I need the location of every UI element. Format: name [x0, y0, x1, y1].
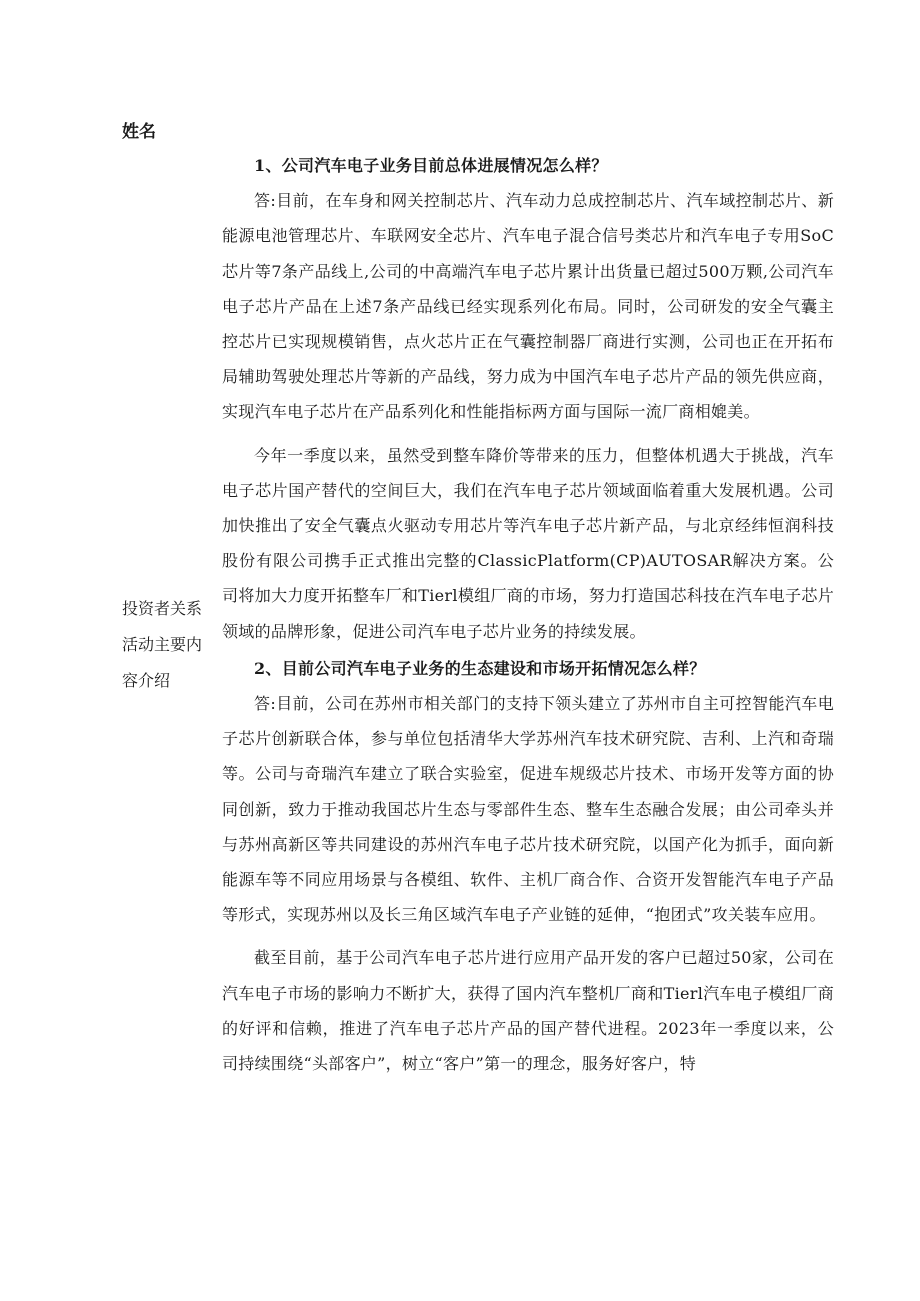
content-body	[222, 146, 834, 1081]
question-1: 1、公司汽车电子业务目前总体进展情况怎么样？	[254, 156, 608, 175]
answer-2-paragraph-2: 截至目前，基于公司汽车电子芯片进行应用产品开发的客户已超过50家，公司在汽车电子市场的影响力不断扩大，获得了国内汽车整机厂商和Tierl汽车电子模组厂商的好评和信赖，推进了汽车电子芯片产品的国产替代进程。2023年一季度以来，公司持续围绕“头部客户”，树立“客户”第一的理念，服务好客户，特	[222, 948, 834, 1074]
question-2: 2、目前公司汽车电子业务的生态建设和市场开拓情况怎么样？	[254, 658, 706, 678]
answer-2-paragraph-1: 答:目前，公司在苏州市相关部门的支持下领头建立了苏州市自主可控智能汽车电子芯片创新联合体，参与单位包括清华大学苏州汽车技术研究院、吉利、上汽和奇瑞等。公司与奇瑞汽车建立了联合实验室，促进车规级芯片技术、市场开发等方面的协同创新，致力于推动我国芯片生态与零部件生态、整车生态融合发展；由公司牵头并与苏州高新区等共同建设的苏州汽车电子芯片技术研究院，以国产化为抓手，面向新能源车等不同应用场景与各模组、软件、主机厂商合作、合资开发智能汽车电子产品等形式，实现苏州以及长三角区域汽车电子产业链的延伸，“抱团式”攻关装车应用。	[222, 694, 834, 925]
section-label: 投资者关系活动主要内容介绍	[122, 599, 203, 690]
name-label: 姓名	[122, 122, 156, 142]
answer-1-paragraph-1: 答:目前，在车身和网关控制芯片、汽车动力总成控制芯片、汽车域控制芯片、新能源电池管理芯片、车联网安全芯片、汽车电子混合信号类芯片和汽车电子专用SoC芯片等7条产品线上,公司的中高端汽车电子芯片累计出货量已超过500万颗,公司汽车电子芯片产品在上述7条产品线已经实现系列化布局。同时，公司研发的安全气囊主控芯片已实现规模销售，点火芯片正在气囊控制器厂商进行实测，公司也正在开拓布局辅助驾驶处理芯片等新的产品线，努力成为中国汽车电子芯片产品的领先供应商，实现汽车电子芯片在产品系列化和性能指标两方面与国际一流厂商相媲美。	[222, 191, 834, 422]
answer-1-paragraph-2: 今年一季度以来，虽然受到整车降价等带来的压力，但整体机遇大于挑战，汽车电子芯片国产替代的空间巨大，我们在汽车电子芯片领域面临着重大发展机遇。公司加快推出了安全气囊点火驱动专用芯片等汽车电子芯片新产品，与北京经纬恒润科技股份有限公司携手正式推出完整的ClassicPlatform(CP)AUTOSAR解决方案。公司将加大力度开拓整车厂和Tierl模组厂商的市场，努力打造国芯科技在汽车电子芯片领域的品牌形象，促进公司汽车电子芯片业务的持续发展。	[222, 445, 834, 641]
